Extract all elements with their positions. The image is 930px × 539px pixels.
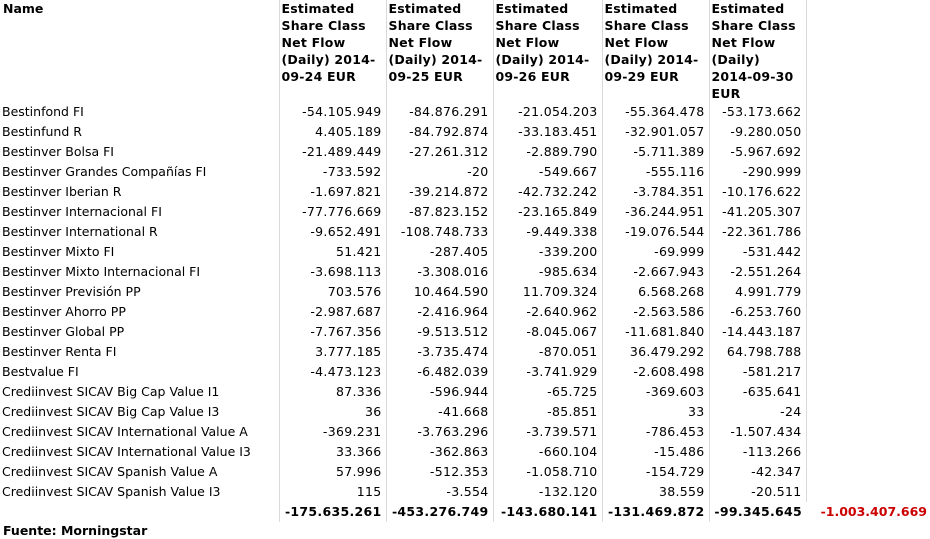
net-flow-cell: -339.200 xyxy=(493,242,602,262)
net-flow-cell: 115 xyxy=(279,482,386,502)
net-flow-cell: -3.741.929 xyxy=(493,362,602,382)
table-row xyxy=(0,302,930,322)
net-flow-cell: -41.668 xyxy=(386,402,493,422)
net-flow-cell: -581.217 xyxy=(709,362,806,382)
column-header: Estimated Share Class Net Flow (Daily) 2014-09-30 EUR xyxy=(709,0,806,102)
fund-name-cell: Crediinvest SICAV International Value A xyxy=(2,424,248,439)
name-header: Name xyxy=(3,1,44,16)
column-total-cell: -131.469.872 xyxy=(602,502,709,522)
empty-cell xyxy=(806,162,930,182)
net-flow-cell: -9.449.338 xyxy=(493,222,602,242)
fund-name-cell: Crediinvest SICAV Big Cap Value I1 xyxy=(2,384,220,399)
net-flow-cell: -39.214.872 xyxy=(386,182,493,202)
table-row xyxy=(0,122,930,142)
net-flow-cell: -2.889.790 xyxy=(493,142,602,162)
empty-cell xyxy=(806,422,930,442)
grand-total-cell: -1.003.407.669 xyxy=(820,504,927,519)
net-flow-cell: -10.176.622 xyxy=(709,182,806,202)
fund-name-cell: Bestinver Iberian R xyxy=(2,184,122,199)
fund-name-cell: Bestinver Internacional FI xyxy=(2,204,162,219)
fund-name-cell: Bestinver Grandes Compañías FI xyxy=(2,164,207,179)
table-row xyxy=(0,362,930,382)
column-header: Estimated Share Class Net Flow (Daily) 2014-09-29 EUR xyxy=(602,0,709,102)
table-row xyxy=(0,422,930,442)
empty-cell xyxy=(806,222,930,242)
fund-name-cell: Crediinvest SICAV Spanish Value A xyxy=(2,464,218,479)
net-flow-cell: -1.697.821 xyxy=(279,182,386,202)
net-flow-cell: -42.347 xyxy=(709,462,806,482)
empty-cell xyxy=(806,322,930,342)
table-row xyxy=(0,222,930,242)
empty-cell xyxy=(806,202,930,222)
net-flow-cell: -21.054.203 xyxy=(493,102,602,122)
fund-name-cell: Bestinver Mixto Internacional FI xyxy=(2,264,201,279)
fund-name-cell: Bestinfond FI xyxy=(2,104,84,119)
net-flow-cell: -9.513.512 xyxy=(386,322,493,342)
net-flow-cell: -549.667 xyxy=(493,162,602,182)
fund-name-cell: Bestinver Previsión PP xyxy=(2,284,141,299)
totals-row xyxy=(0,502,930,522)
net-flow-cell: -2.640.962 xyxy=(493,302,602,322)
empty-cell xyxy=(806,122,930,142)
empty-cell xyxy=(806,282,930,302)
table-row xyxy=(0,202,930,222)
net-flow-cell: 57.996 xyxy=(279,462,386,482)
net-flow-cell: -512.353 xyxy=(386,462,493,482)
empty-cell xyxy=(806,182,930,202)
net-flow-cell: -596.944 xyxy=(386,382,493,402)
column-total-cell: -143.680.141 xyxy=(493,502,602,522)
fund-name-cell: Bestinver Ahorro PP xyxy=(2,304,126,319)
column-header: Estimated Share Class Net Flow (Daily) 2014-09-25 EUR xyxy=(386,0,493,102)
fund-name-cell: Bestvalue FI xyxy=(2,364,79,379)
empty-cell xyxy=(806,142,930,162)
net-flow-cell: -9.652.491 xyxy=(279,222,386,242)
net-flow-cell: -84.792.874 xyxy=(386,122,493,142)
net-flow-cell: 51.421 xyxy=(279,242,386,262)
net-flow-cell: -2.608.498 xyxy=(602,362,709,382)
net-flow-cell: -6.482.039 xyxy=(386,362,493,382)
net-flow-cell: -3.763.296 xyxy=(386,422,493,442)
empty-cell xyxy=(806,462,930,482)
column-total-cell: -453.276.749 xyxy=(386,502,493,522)
net-flow-cell: -42.732.242 xyxy=(493,182,602,202)
net-flow-cell: -20 xyxy=(386,162,493,182)
net-flow-cell: -87.823.152 xyxy=(386,202,493,222)
table-row xyxy=(0,262,930,282)
empty-cell xyxy=(806,402,930,422)
empty-cell xyxy=(806,482,930,502)
table-row xyxy=(0,142,930,162)
net-flow-cell: 11.709.324 xyxy=(493,282,602,302)
net-flow-cell: -870.051 xyxy=(493,342,602,362)
net-flow-cell: -11.681.840 xyxy=(602,322,709,342)
table-row xyxy=(0,442,930,462)
empty-cell xyxy=(806,242,930,262)
empty-cell xyxy=(806,342,930,362)
net-flow-cell: -786.453 xyxy=(602,422,709,442)
net-flow-cell: -108.748.733 xyxy=(386,222,493,242)
empty-cell xyxy=(806,362,930,382)
fund-name-cell: Bestinfund R xyxy=(2,124,82,139)
empty-cell xyxy=(806,382,930,402)
table-row xyxy=(0,482,930,502)
net-flow-cell: -54.105.949 xyxy=(279,102,386,122)
net-flow-cell: -55.364.478 xyxy=(602,102,709,122)
net-flow-cell: -369.231 xyxy=(279,422,386,442)
table-row xyxy=(0,102,930,122)
net-flow-cell: -85.851 xyxy=(493,402,602,422)
net-flow-cell: -113.266 xyxy=(709,442,806,462)
net-flow-cell: 33 xyxy=(602,402,709,422)
net-flow-cell: -6.253.760 xyxy=(709,302,806,322)
net-flow-cell: -7.767.356 xyxy=(279,322,386,342)
net-flow-cell: -3.308.016 xyxy=(386,262,493,282)
table-row xyxy=(0,402,930,422)
net-flow-cell: -2.987.687 xyxy=(279,302,386,322)
fund-name-cell: Crediinvest SICAV International Value I3 xyxy=(2,444,251,459)
net-flow-cell: 36 xyxy=(279,402,386,422)
net-flow-cell: -53.173.662 xyxy=(709,102,806,122)
empty-cell xyxy=(806,102,930,122)
net-flow-cell: 3.777.185 xyxy=(279,342,386,362)
header-row xyxy=(0,0,930,102)
net-flow-cell: -27.261.312 xyxy=(386,142,493,162)
fund-name-cell: Crediinvest SICAV Big Cap Value I3 xyxy=(2,404,220,419)
net-flow-cell: -32.901.057 xyxy=(602,122,709,142)
column-header: Estimated Share Class Net Flow (Daily) 2014-09-26 EUR xyxy=(493,0,602,102)
net-flow-cell: -733.592 xyxy=(279,162,386,182)
net-flow-cell: 4.991.779 xyxy=(709,282,806,302)
net-flow-cell: -660.104 xyxy=(493,442,602,462)
net-flow-cell: -33.183.451 xyxy=(493,122,602,142)
net-flow-cell: -77.776.669 xyxy=(279,202,386,222)
net-flow-cell: -41.205.307 xyxy=(709,202,806,222)
net-flow-cell: -19.076.544 xyxy=(602,222,709,242)
net-flow-cell: -5.711.389 xyxy=(602,142,709,162)
net-flow-cell: 33.366 xyxy=(279,442,386,462)
net-flow-cell: -2.551.264 xyxy=(709,262,806,282)
net-flow-cell: 6.568.268 xyxy=(602,282,709,302)
net-flow-cell: -132.120 xyxy=(493,482,602,502)
column-header: Estimated Share Class Net Flow (Daily) 2014-09-24 EUR xyxy=(279,0,386,102)
table-row xyxy=(0,382,930,402)
net-flow-cell: -24 xyxy=(709,402,806,422)
source-row xyxy=(0,522,930,539)
table-row xyxy=(0,242,930,262)
net-flow-cell: -14.443.187 xyxy=(709,322,806,342)
empty-cell xyxy=(806,262,930,282)
table-row xyxy=(0,182,930,202)
fund-name-cell: Crediinvest SICAV Spanish Value I3 xyxy=(2,484,221,499)
net-flow-cell: -20.511 xyxy=(709,482,806,502)
net-flow-cell: -531.442 xyxy=(709,242,806,262)
net-flow-cell: -2.563.586 xyxy=(602,302,709,322)
net-flow-cell: -4.473.123 xyxy=(279,362,386,382)
net-flow-cell: -555.116 xyxy=(602,162,709,182)
net-flow-cell: -84.876.291 xyxy=(386,102,493,122)
net-flow-cell: -3.784.351 xyxy=(602,182,709,202)
net-flow-cell: -287.405 xyxy=(386,242,493,262)
net-flow-cell: -3.698.113 xyxy=(279,262,386,282)
fund-name-cell: Bestinver Mixto FI xyxy=(2,244,115,259)
net-flow-cell: -290.999 xyxy=(709,162,806,182)
empty-cell xyxy=(0,502,279,522)
net-flow-cell: -69.999 xyxy=(602,242,709,262)
source-note: Fuente: Morningstar xyxy=(3,523,148,538)
net-flow-cell: -3.735.474 xyxy=(386,342,493,362)
net-flow-cell: 36.479.292 xyxy=(602,342,709,362)
column-total-cell: -99.345.645 xyxy=(709,502,806,522)
net-flow-cell: 38.559 xyxy=(602,482,709,502)
net-flow-cell: 87.336 xyxy=(279,382,386,402)
net-flow-cell: 10.464.590 xyxy=(386,282,493,302)
net-flow-cell: -2.416.964 xyxy=(386,302,493,322)
net-flow-cell: 4.405.189 xyxy=(279,122,386,142)
net-flow-cell: -3.739.571 xyxy=(493,422,602,442)
table-row xyxy=(0,322,930,342)
empty-header xyxy=(806,0,930,102)
net-flow-cell: -15.486 xyxy=(602,442,709,462)
net-flow-cell: 703.576 xyxy=(279,282,386,302)
table-row xyxy=(0,462,930,482)
fund-name-cell: Bestinver International R xyxy=(2,224,158,239)
table-row xyxy=(0,282,930,302)
net-flow-cell: -23.165.849 xyxy=(493,202,602,222)
net-flow-cell: -36.244.951 xyxy=(602,202,709,222)
fund-name-cell: Bestinver Bolsa FI xyxy=(2,144,114,159)
fund-name-cell: Bestinver Global PP xyxy=(2,324,125,339)
table-row xyxy=(0,162,930,182)
net-flow-cell: -1.058.710 xyxy=(493,462,602,482)
net-flow-cell: -369.603 xyxy=(602,382,709,402)
net-flow-cell: 64.798.788 xyxy=(709,342,806,362)
net-flow-cell: -22.361.786 xyxy=(709,222,806,242)
net-flow-cell: -635.641 xyxy=(709,382,806,402)
net-flow-cell: -5.967.692 xyxy=(709,142,806,162)
net-flow-cell: -3.554 xyxy=(386,482,493,502)
empty-cell xyxy=(806,442,930,462)
net-flow-cell: -21.489.449 xyxy=(279,142,386,162)
net-flow-cell: -362.863 xyxy=(386,442,493,462)
net-flow-cell: -8.045.067 xyxy=(493,322,602,342)
table-row xyxy=(0,342,930,362)
net-flow-cell: -2.667.943 xyxy=(602,262,709,282)
net-flow-cell: -154.729 xyxy=(602,462,709,482)
column-total-cell: -175.635.261 xyxy=(279,502,386,522)
net-flow-cell: -65.725 xyxy=(493,382,602,402)
fund-name-cell: Bestinver Renta FI xyxy=(2,344,117,359)
net-flow-cell: -985.634 xyxy=(493,262,602,282)
empty-cell xyxy=(806,302,930,322)
net-flow-cell: -1.507.434 xyxy=(709,422,806,442)
net-flow-cell: -9.280.050 xyxy=(709,122,806,142)
